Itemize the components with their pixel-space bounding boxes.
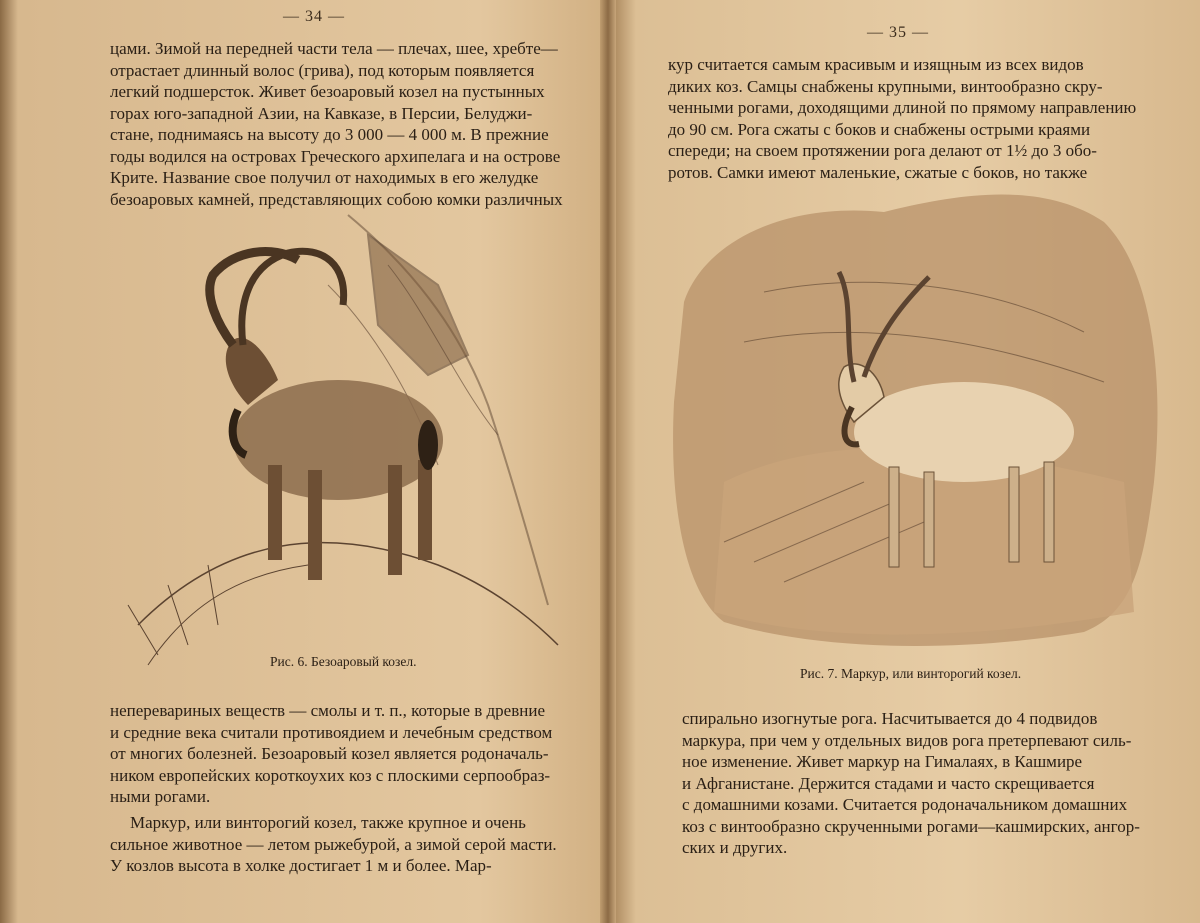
- right-page-number: — 35 —: [867, 24, 929, 41]
- figure-6-caption: Рис. 6. Безоаровый козел.: [270, 654, 417, 669]
- markhor-illustration: [664, 182, 1164, 652]
- left-top-paragraph: [110, 38, 572, 210]
- text-line: Маркур, или винторогий козел, также крупное и очень: [130, 813, 526, 832]
- text-line: коз с винтообразно скрученными рогами—кашмирских, ангор-: [682, 816, 1140, 836]
- left-page-number: — 34 —: [283, 8, 345, 25]
- text-line: неперевариных веществ — смолы и т. п., которые в древние: [110, 701, 545, 720]
- text-line: стане, поднимаясь на высоту до 3 000 — 4 000 м. В прежние: [110, 125, 549, 144]
- text-line: цами. Зимой на передней части тела — плечах, шее, хребте—: [110, 39, 558, 58]
- right-top-paragraph: [668, 54, 1138, 183]
- left-bottom-paragraph: [110, 700, 572, 808]
- text-line: горах юго-западной Азии, на Кавказе, в Персии, Белуджи-: [110, 103, 533, 123]
- text-line: ником европейских короткоухих коз с плоскими серпообраз-: [110, 765, 551, 785]
- markhor-paragraph: [110, 812, 572, 877]
- text-line: и средние века считали противоядием и лечебным средством: [110, 722, 553, 742]
- text-line: Крите. Название свое получил от находимых в его желудке: [110, 168, 539, 187]
- text-line: от многих болезней. Безоаровый козел является родоначаль-: [110, 744, 549, 763]
- left-page: [18, 0, 608, 923]
- bezoar-goat-illustration: [108, 205, 578, 675]
- text-line: до 90 см. Рога сжаты с боков и снабжены острыми краями: [668, 119, 1091, 139]
- text-line: ских и других.: [682, 838, 788, 857]
- text-line: легкий подшерсток. Живет безоаровый козел на пустынных: [110, 82, 545, 101]
- text-line: спереди; на своем протяжении рога делают от 1½ до 3 обо-: [668, 141, 1097, 160]
- text-line: годы водился на островах Греческого архипелага и на острове: [110, 146, 561, 166]
- text-line: с домашними козами. Считается родоначальником домашних: [682, 795, 1128, 814]
- text-line: диких коз. Самцы снабжены крупными, винтообразно скру-: [668, 76, 1103, 96]
- text-line: ное изменение. Живет маркур на Гималаях, в Кашмире: [682, 752, 1083, 771]
- text-line: спирально изогнутые рога. Насчитывается до 4 подвидов: [682, 709, 1098, 728]
- text-line: и Афганистане. Держится стадами и часто скрещивается: [682, 773, 1095, 793]
- right-bottom-paragraph: [682, 708, 1152, 859]
- text-line: У козлов высота в холке достигает 1 м и более. Мар-: [110, 856, 492, 875]
- text-line: сильное животное — летом рыжебурой, а зимой серой масти.: [110, 834, 557, 854]
- text-line: безоаровых камней, представляющих собою комки различных: [110, 189, 563, 209]
- text-line: ротов. Самки имеют маленькие, сжатые с боков, но также: [668, 162, 1088, 182]
- text-line: маркура, при чем у отдельных видов рога претерпевают силь-: [682, 730, 1132, 750]
- figure-7-caption: Рис. 7. Маркур, или винторогий козел.: [800, 666, 1022, 681]
- text-line: кур считается самым красивым и изящным из всех видов: [668, 55, 1084, 74]
- text-line: отрастает длинный волос (грива), под которым появляется: [110, 60, 535, 80]
- text-line: ченными рогами, доходящими длиной по прямому направлению: [668, 98, 1137, 117]
- text-line: ными рогами.: [110, 787, 211, 806]
- right-page: [612, 0, 1200, 923]
